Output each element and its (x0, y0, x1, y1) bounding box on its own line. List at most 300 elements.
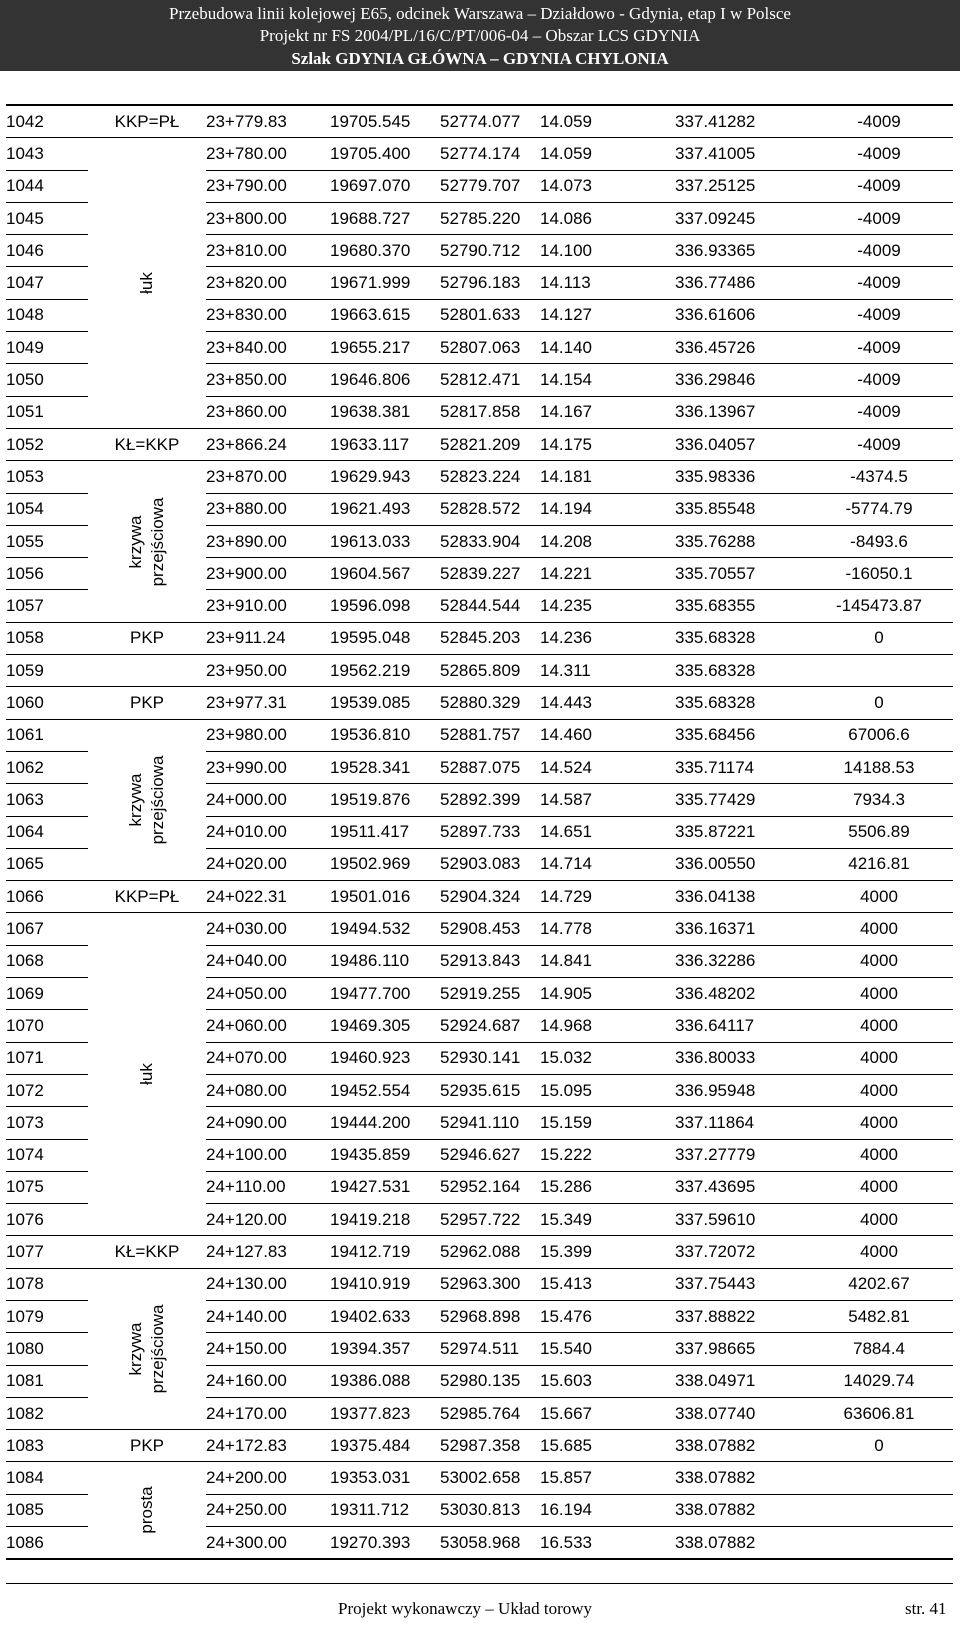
point-number-cell: 1042 (6, 105, 88, 138)
x-coordinate-cell: 19705.545 (330, 105, 440, 138)
x-coordinate-cell: 19377.823 (330, 1397, 440, 1429)
radius-cell: -4009 (805, 364, 953, 396)
segment-type-text: krzywa przejściowa (126, 755, 167, 845)
radius-cell: -4009 (805, 299, 953, 331)
table-row (6, 687, 953, 719)
point-number-cell: 1046 (6, 235, 88, 267)
azimuth-cell: 337.72072 (675, 1236, 805, 1268)
point-number-cell: 1068 (6, 945, 88, 977)
point-number-cell: 1069 (6, 978, 88, 1010)
azimuth-cell: 336.32286 (675, 945, 805, 977)
radius-cell: 7934.3 (805, 784, 953, 816)
y-coordinate-cell: 52908.453 (440, 913, 540, 945)
radius-cell: 14029.74 (805, 1365, 953, 1397)
distance-cell: 15.286 (540, 1171, 675, 1203)
segment-group-label (88, 1268, 206, 1429)
point-number-cell: 1053 (6, 461, 88, 493)
point-number-cell: 1076 (6, 1204, 88, 1236)
distance-cell: 14.208 (540, 525, 675, 557)
x-coordinate-cell: 19536.810 (330, 719, 440, 751)
chainage-cell: 24+150.00 (206, 1333, 330, 1365)
x-coordinate-cell: 19402.633 (330, 1300, 440, 1332)
distance-cell: 14.127 (540, 299, 675, 331)
radius-cell: 4000 (805, 1010, 953, 1042)
y-coordinate-cell: 52941.110 (440, 1107, 540, 1139)
x-coordinate-cell: 19655.217 (330, 332, 440, 364)
point-number-cell: 1047 (6, 267, 88, 299)
x-coordinate-cell: 19435.859 (330, 1139, 440, 1171)
document-header (0, 0, 960, 71)
distance-cell: 14.841 (540, 945, 675, 977)
azimuth-cell: 335.87221 (675, 816, 805, 848)
azimuth-cell: 336.95948 (675, 1074, 805, 1106)
segment-type-text: łuk (137, 272, 156, 294)
y-coordinate-cell: 52930.141 (440, 1042, 540, 1074)
x-coordinate-cell: 19270.393 (330, 1527, 440, 1560)
x-coordinate-cell: 19595.048 (330, 622, 440, 654)
radius-cell: 67006.6 (805, 719, 953, 751)
chainage-cell: 24+070.00 (206, 1042, 330, 1074)
x-coordinate-cell: 19528.341 (330, 751, 440, 783)
point-number-cell: 1064 (6, 816, 88, 848)
chainage-cell: 24+060.00 (206, 1010, 330, 1042)
azimuth-cell: 336.04138 (675, 881, 805, 913)
y-coordinate-cell: 53030.813 (440, 1494, 540, 1526)
distance-cell: 15.685 (540, 1430, 675, 1462)
x-coordinate-cell: 19633.117 (330, 428, 440, 460)
y-coordinate-cell: 52952.164 (440, 1171, 540, 1203)
y-coordinate-cell: 52801.633 (440, 299, 540, 331)
chainage-cell: 24+090.00 (206, 1107, 330, 1139)
distance-cell: 14.140 (540, 332, 675, 364)
azimuth-cell: 336.04057 (675, 428, 805, 460)
point-number-cell: 1081 (6, 1365, 88, 1397)
azimuth-cell: 338.07882 (675, 1430, 805, 1462)
point-type-cell: KKP=PŁ (88, 881, 206, 913)
radius-cell (805, 1527, 953, 1560)
point-number-cell: 1086 (6, 1527, 88, 1560)
point-number-cell: 1045 (6, 202, 88, 234)
chainage-cell: 23+870.00 (206, 461, 330, 493)
chainage-cell: 24+172.83 (206, 1430, 330, 1462)
x-coordinate-cell: 19502.969 (330, 848, 440, 880)
x-coordinate-cell: 19663.615 (330, 299, 440, 331)
x-coordinate-cell: 19680.370 (330, 235, 440, 267)
chainage-cell: 24+050.00 (206, 978, 330, 1010)
radius-cell: 7884.4 (805, 1333, 953, 1365)
chainage-cell: 24+200.00 (206, 1462, 330, 1494)
x-coordinate-cell: 19460.923 (330, 1042, 440, 1074)
chainage-cell: 24+300.00 (206, 1527, 330, 1560)
azimuth-cell: 336.29846 (675, 364, 805, 396)
y-coordinate-cell: 52821.209 (440, 428, 540, 460)
distance-cell: 15.413 (540, 1268, 675, 1300)
radius-cell: 4000 (805, 1074, 953, 1106)
radius-cell: 4000 (805, 881, 953, 913)
radius-cell: 0 (805, 687, 953, 719)
table-row (6, 622, 953, 654)
point-number-cell: 1066 (6, 881, 88, 913)
chainage-cell: 24+160.00 (206, 1365, 330, 1397)
distance-cell: 14.175 (540, 428, 675, 460)
distance-cell: 15.667 (540, 1397, 675, 1429)
chainage-cell: 24+110.00 (206, 1171, 330, 1203)
azimuth-cell: 335.71174 (675, 751, 805, 783)
distance-cell: 14.714 (540, 848, 675, 880)
y-coordinate-cell: 52774.077 (440, 105, 540, 138)
radius-cell: 4216.81 (805, 848, 953, 880)
chainage-cell: 23+820.00 (206, 267, 330, 299)
x-coordinate-cell: 19311.712 (330, 1494, 440, 1526)
point-number-cell: 1082 (6, 1397, 88, 1429)
y-coordinate-cell: 52946.627 (440, 1139, 540, 1171)
azimuth-cell: 337.75443 (675, 1268, 805, 1300)
distance-cell: 14.194 (540, 493, 675, 525)
azimuth-cell: 336.61606 (675, 299, 805, 331)
point-number-cell: 1052 (6, 428, 88, 460)
segment-type-text: prosta (137, 1486, 156, 1535)
point-number-cell: 1059 (6, 655, 88, 687)
radius-cell: -4009 (805, 332, 953, 364)
azimuth-cell: 335.98336 (675, 461, 805, 493)
y-coordinate-cell: 52779.707 (440, 170, 540, 202)
x-coordinate-cell: 19427.531 (330, 1171, 440, 1203)
segment-group-label (88, 1462, 206, 1559)
chainage-cell: 23+880.00 (206, 493, 330, 525)
azimuth-cell: 336.16371 (675, 913, 805, 945)
point-number-cell: 1058 (6, 622, 88, 654)
chainage-cell: 23+977.31 (206, 687, 330, 719)
point-number-cell: 1072 (6, 1074, 88, 1106)
y-coordinate-cell: 52844.544 (440, 590, 540, 622)
distance-cell: 15.349 (540, 1204, 675, 1236)
radius-cell: -4009 (805, 170, 953, 202)
y-coordinate-cell: 52985.764 (440, 1397, 540, 1429)
x-coordinate-cell: 19596.098 (330, 590, 440, 622)
x-coordinate-cell: 19646.806 (330, 364, 440, 396)
radius-cell: 4000 (805, 1236, 953, 1268)
distance-cell: 14.154 (540, 364, 675, 396)
distance-cell: 14.587 (540, 784, 675, 816)
azimuth-cell: 335.68328 (675, 655, 805, 687)
azimuth-cell: 337.11864 (675, 1107, 805, 1139)
point-number-cell: 1044 (6, 170, 88, 202)
radius-cell: -4009 (805, 267, 953, 299)
point-type-cell: KKP=PŁ (88, 105, 206, 138)
radius-cell: 4000 (805, 1042, 953, 1074)
chainage-cell: 24+080.00 (206, 1074, 330, 1106)
chainage-cell: 24+020.00 (206, 848, 330, 880)
radius-cell: -5774.79 (805, 493, 953, 525)
x-coordinate-cell: 19638.381 (330, 396, 440, 428)
x-coordinate-cell: 19562.219 (330, 655, 440, 687)
table-row (6, 719, 953, 751)
x-coordinate-cell: 19353.031 (330, 1462, 440, 1494)
radius-cell: 63606.81 (805, 1397, 953, 1429)
chainage-cell: 24+140.00 (206, 1300, 330, 1332)
chainage-cell: 23+911.24 (206, 622, 330, 654)
table-row (6, 913, 953, 945)
radius-cell: 5506.89 (805, 816, 953, 848)
radius-cell: 14188.53 (805, 751, 953, 783)
distance-cell: 15.032 (540, 1042, 675, 1074)
chainage-cell: 23+900.00 (206, 558, 330, 590)
x-coordinate-cell: 19604.567 (330, 558, 440, 590)
y-coordinate-cell: 52919.255 (440, 978, 540, 1010)
table-row (6, 105, 953, 138)
radius-cell: 4000 (805, 945, 953, 977)
y-coordinate-cell: 52974.511 (440, 1333, 540, 1365)
point-number-cell: 1048 (6, 299, 88, 331)
x-coordinate-cell: 19671.999 (330, 267, 440, 299)
azimuth-cell: 338.07882 (675, 1494, 805, 1526)
y-coordinate-cell: 52881.757 (440, 719, 540, 751)
azimuth-cell: 337.88822 (675, 1300, 805, 1332)
distance-cell: 16.194 (540, 1494, 675, 1526)
azimuth-cell: 337.41282 (675, 105, 805, 138)
x-coordinate-cell: 19477.700 (330, 978, 440, 1010)
distance-cell: 14.073 (540, 170, 675, 202)
chainage-cell: 23+910.00 (206, 590, 330, 622)
point-number-cell: 1085 (6, 1494, 88, 1526)
y-coordinate-cell: 52887.075 (440, 751, 540, 783)
chainage-cell: 23+866.24 (206, 428, 330, 460)
point-number-cell: 1061 (6, 719, 88, 751)
distance-cell: 14.181 (540, 461, 675, 493)
point-type-cell: PKP (88, 687, 206, 719)
distance-cell: 14.443 (540, 687, 675, 719)
coordinates-table (6, 104, 953, 1560)
distance-cell: 14.524 (540, 751, 675, 783)
point-number-cell: 1055 (6, 525, 88, 557)
azimuth-cell: 336.80033 (675, 1042, 805, 1074)
radius-cell: -4374.5 (805, 461, 953, 493)
distance-cell: 14.167 (540, 396, 675, 428)
x-coordinate-cell: 19494.532 (330, 913, 440, 945)
point-type-cell: KŁ=KKP (88, 1236, 206, 1268)
azimuth-cell: 336.77486 (675, 267, 805, 299)
y-coordinate-cell: 52904.324 (440, 881, 540, 913)
chainage-cell: 23+980.00 (206, 719, 330, 751)
point-type-cell: PKP (88, 622, 206, 654)
azimuth-cell: 335.70557 (675, 558, 805, 590)
azimuth-cell: 335.77429 (675, 784, 805, 816)
table-row (6, 655, 953, 687)
radius-cell: 4000 (805, 1107, 953, 1139)
chainage-cell: 23+990.00 (206, 751, 330, 783)
azimuth-cell: 337.59610 (675, 1204, 805, 1236)
x-coordinate-cell: 19539.085 (330, 687, 440, 719)
radius-cell: 4000 (805, 913, 953, 945)
radius-cell: 5482.81 (805, 1300, 953, 1332)
point-number-cell: 1060 (6, 687, 88, 719)
segment-type-text: łuk (137, 1063, 156, 1086)
x-coordinate-cell: 19469.305 (330, 1010, 440, 1042)
distance-cell: 14.968 (540, 1010, 675, 1042)
point-type-cell: PKP (88, 1430, 206, 1462)
radius-cell: -145473.87 (805, 590, 953, 622)
point-number-cell: 1062 (6, 751, 88, 783)
point-number-cell: 1063 (6, 784, 88, 816)
chainage-cell: 23+810.00 (206, 235, 330, 267)
azimuth-cell: 336.00550 (675, 848, 805, 880)
azimuth-cell: 337.41005 (675, 138, 805, 170)
y-coordinate-cell: 52817.858 (440, 396, 540, 428)
distance-cell: 14.729 (540, 881, 675, 913)
point-number-cell: 1054 (6, 493, 88, 525)
y-coordinate-cell: 52892.399 (440, 784, 540, 816)
chainage-cell: 23+800.00 (206, 202, 330, 234)
point-number-cell: 1056 (6, 558, 88, 590)
radius-cell (805, 1494, 953, 1526)
table-row (6, 1268, 953, 1300)
document-footer (0, 1583, 960, 1625)
point-number-cell: 1078 (6, 1268, 88, 1300)
y-coordinate-cell: 52962.088 (440, 1236, 540, 1268)
y-coordinate-cell: 52833.904 (440, 525, 540, 557)
azimuth-cell: 338.07882 (675, 1527, 805, 1560)
distance-cell: 14.221 (540, 558, 675, 590)
x-coordinate-cell: 19613.033 (330, 525, 440, 557)
azimuth-cell: 336.45726 (675, 332, 805, 364)
radius-cell: 4000 (805, 1204, 953, 1236)
y-coordinate-cell: 52924.687 (440, 1010, 540, 1042)
chainage-cell: 23+850.00 (206, 364, 330, 396)
radius-cell: 4000 (805, 978, 953, 1010)
point-number-cell: 1073 (6, 1107, 88, 1139)
chainage-cell: 24+100.00 (206, 1139, 330, 1171)
x-coordinate-cell: 19452.554 (330, 1074, 440, 1106)
point-number-cell: 1079 (6, 1300, 88, 1332)
azimuth-cell: 337.98665 (675, 1333, 805, 1365)
y-coordinate-cell: 52785.220 (440, 202, 540, 234)
chainage-cell: 24+022.31 (206, 881, 330, 913)
segment-group-label (88, 138, 206, 429)
radius-cell: -4009 (805, 105, 953, 138)
y-coordinate-cell: 52897.733 (440, 816, 540, 848)
point-number-cell: 1065 (6, 848, 88, 880)
distance-cell: 15.603 (540, 1365, 675, 1397)
segment-group-label (88, 719, 206, 880)
table-row (6, 461, 953, 493)
radius-cell: -8493.6 (805, 525, 953, 557)
point-number-cell: 1075 (6, 1171, 88, 1203)
table-row (6, 1236, 953, 1268)
segment-group-label (88, 913, 206, 1236)
chainage-cell: 24+130.00 (206, 1268, 330, 1300)
azimuth-cell: 338.07882 (675, 1462, 805, 1494)
x-coordinate-cell: 19629.943 (330, 461, 440, 493)
radius-cell (805, 655, 953, 687)
segment-group-label (88, 655, 206, 687)
point-number-cell: 1043 (6, 138, 88, 170)
header-line-2: Projekt nr FS 2004/PL/16/C/PT/006-04 – Obszar LCS GDYNIA (259, 26, 701, 45)
chainage-cell: 23+779.83 (206, 105, 330, 138)
chainage-cell: 24+040.00 (206, 945, 330, 977)
x-coordinate-cell: 19688.727 (330, 202, 440, 234)
point-number-cell: 1050 (6, 364, 88, 396)
distance-cell: 16.533 (540, 1527, 675, 1560)
radius-cell (805, 1462, 953, 1494)
azimuth-cell: 337.27779 (675, 1139, 805, 1171)
distance-cell: 14.059 (540, 105, 675, 138)
chainage-cell: 24+127.83 (206, 1236, 330, 1268)
x-coordinate-cell: 19444.200 (330, 1107, 440, 1139)
y-coordinate-cell: 52790.712 (440, 235, 540, 267)
y-coordinate-cell: 52774.174 (440, 138, 540, 170)
y-coordinate-cell: 52913.843 (440, 945, 540, 977)
point-number-cell: 1080 (6, 1333, 88, 1365)
point-number-cell: 1067 (6, 913, 88, 945)
header-line-1: Przebudowa linii kolejowej E65, odcinek Warszawa – Działdowo - Gdynia, etap I w Polsce (169, 4, 791, 23)
x-coordinate-cell: 19375.484 (330, 1430, 440, 1462)
segment-group-label (88, 461, 206, 622)
point-number-cell: 1057 (6, 590, 88, 622)
radius-cell: -4009 (805, 235, 953, 267)
radius-cell: -4009 (805, 202, 953, 234)
y-coordinate-cell: 52980.135 (440, 1365, 540, 1397)
azimuth-cell: 336.93365 (675, 235, 805, 267)
x-coordinate-cell: 19511.417 (330, 816, 440, 848)
distance-cell: 15.095 (540, 1074, 675, 1106)
x-coordinate-cell: 19386.088 (330, 1365, 440, 1397)
radius-cell: -4009 (805, 428, 953, 460)
azimuth-cell: 336.13967 (675, 396, 805, 428)
table-row (6, 138, 953, 170)
table-row (6, 881, 953, 913)
azimuth-cell: 337.09245 (675, 202, 805, 234)
radius-cell: 0 (805, 622, 953, 654)
x-coordinate-cell: 19410.919 (330, 1268, 440, 1300)
chainage-cell: 23+780.00 (206, 138, 330, 170)
header-line-3: Szlak GDYNIA GŁÓWNA – GDYNIA CHYLONIA (291, 49, 669, 68)
x-coordinate-cell: 19621.493 (330, 493, 440, 525)
radius-cell: -4009 (805, 396, 953, 428)
point-number-cell: 1049 (6, 332, 88, 364)
x-coordinate-cell: 19519.876 (330, 784, 440, 816)
distance-cell: 15.222 (540, 1139, 675, 1171)
distance-cell: 14.086 (540, 202, 675, 234)
y-coordinate-cell: 53002.658 (440, 1462, 540, 1494)
distance-cell: 14.100 (540, 235, 675, 267)
y-coordinate-cell: 52839.227 (440, 558, 540, 590)
chainage-cell: 24+030.00 (206, 913, 330, 945)
chainage-cell: 23+830.00 (206, 299, 330, 331)
azimuth-cell: 338.04971 (675, 1365, 805, 1397)
distance-cell: 15.476 (540, 1300, 675, 1332)
y-coordinate-cell: 52880.329 (440, 687, 540, 719)
azimuth-cell: 338.07740 (675, 1397, 805, 1429)
azimuth-cell: 337.43695 (675, 1171, 805, 1203)
y-coordinate-cell: 52823.224 (440, 461, 540, 493)
footer-title: Projekt wykonawczy – Układ torowy (338, 1599, 593, 1618)
y-coordinate-cell: 52903.083 (440, 848, 540, 880)
y-coordinate-cell: 52796.183 (440, 267, 540, 299)
azimuth-cell: 335.68328 (675, 687, 805, 719)
point-number-cell: 1074 (6, 1139, 88, 1171)
y-coordinate-cell: 52987.358 (440, 1430, 540, 1462)
x-coordinate-cell: 19705.400 (330, 138, 440, 170)
radius-cell: 0 (805, 1430, 953, 1462)
y-coordinate-cell: 52807.063 (440, 332, 540, 364)
distance-cell: 15.857 (540, 1462, 675, 1494)
distance-cell: 14.059 (540, 138, 675, 170)
azimuth-cell: 335.68328 (675, 622, 805, 654)
azimuth-cell: 337.25125 (675, 170, 805, 202)
y-coordinate-cell: 52865.809 (440, 655, 540, 687)
y-coordinate-cell: 52963.300 (440, 1268, 540, 1300)
point-number-cell: 1083 (6, 1430, 88, 1462)
